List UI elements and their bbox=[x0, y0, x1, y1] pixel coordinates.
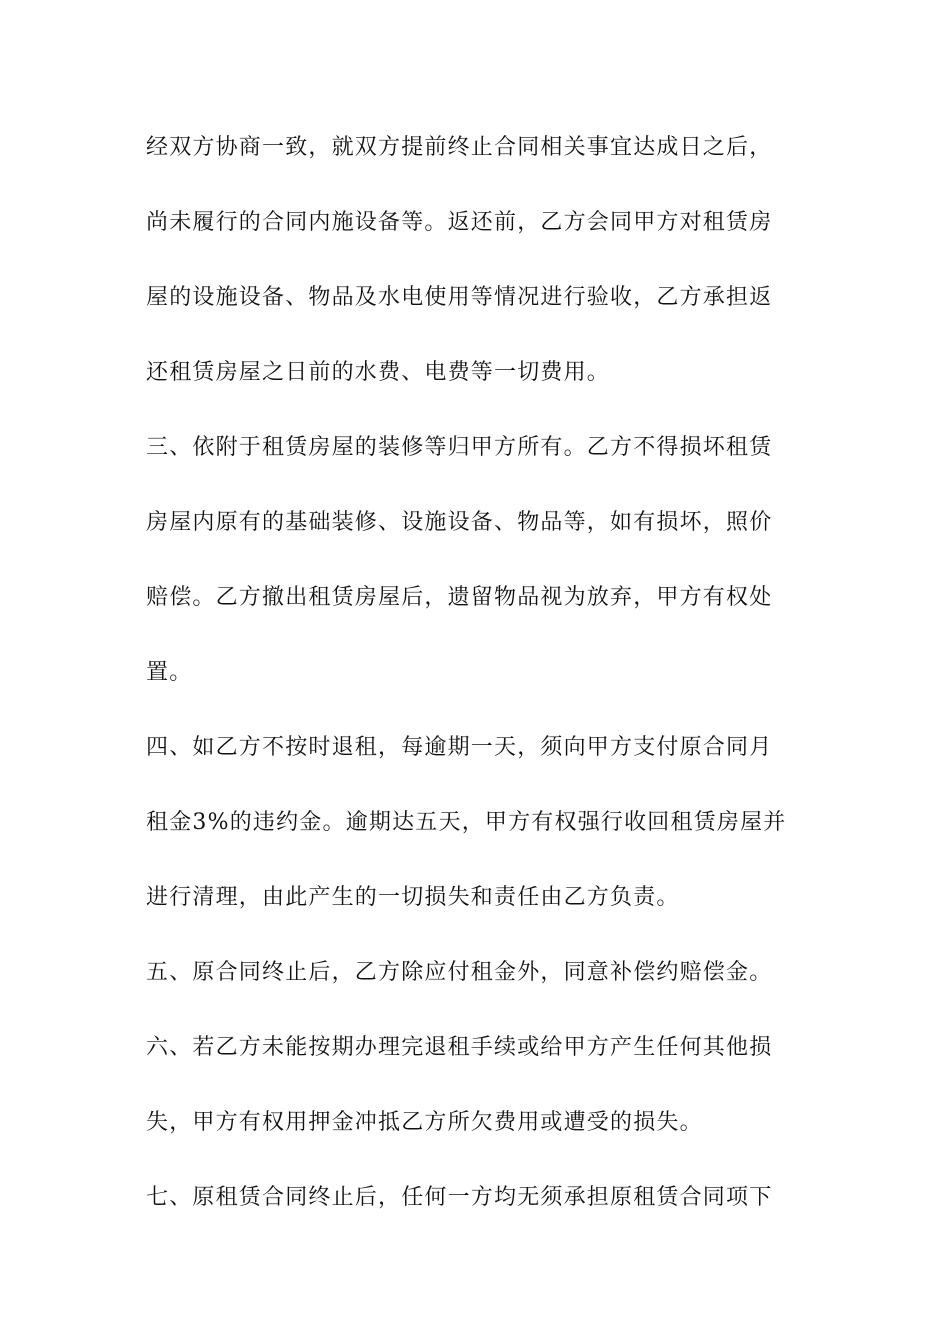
text-line: 失，甲方有权用押金冲抵乙方所欠费用或遭受的损失。 bbox=[146, 1110, 703, 1135]
document-body bbox=[146, 128, 816, 1253]
text-line: 六、若乙方未能按期办理完退租手续或给甲方产生任何其他损 bbox=[146, 1035, 773, 1060]
text-line: 尚未履行的合同内施设备等。返还前，乙方会同甲方对租赁房 bbox=[146, 210, 773, 235]
text-line: 房屋内原有的基础装修、设施设备、物品等，如有损坏，照价 bbox=[146, 510, 773, 535]
text-line: 屋的设施设备、物品及水电使用等情况进行验收，乙方承担返 bbox=[146, 285, 773, 310]
text-line: 五、原合同终止后，乙方除应付租金外，同意补偿约赔偿金。 bbox=[146, 960, 773, 985]
text-line: 进行清理，由此产生的一切损失和责任由乙方负责。 bbox=[146, 885, 680, 910]
text-line: 四、如乙方不按时退租，每逾期一天，须向甲方支付原合同月 bbox=[146, 735, 773, 760]
text-line: 还租赁房屋之日前的水费、电费等一切费用。 bbox=[146, 360, 611, 385]
text-line: 经双方协商一致，就双方提前终止合同相关事宜达成日之后， bbox=[146, 135, 773, 160]
text-line: 租金3%的违约金。逾期达五天，甲方有权强行收回租赁房屋并 bbox=[146, 810, 787, 835]
text-line: 三、依附于租赁房屋的装修等归甲方所有。乙方不得损坏租赁 bbox=[146, 435, 773, 460]
text-line: 置。 bbox=[146, 660, 193, 685]
text-line: 七、原租赁合同终止后，任何一方均无须承担原租赁合同项下 bbox=[146, 1185, 773, 1210]
text-line: 赔偿。乙方撤出租赁房屋后，遗留物品视为放弃，甲方有权处 bbox=[146, 585, 773, 610]
